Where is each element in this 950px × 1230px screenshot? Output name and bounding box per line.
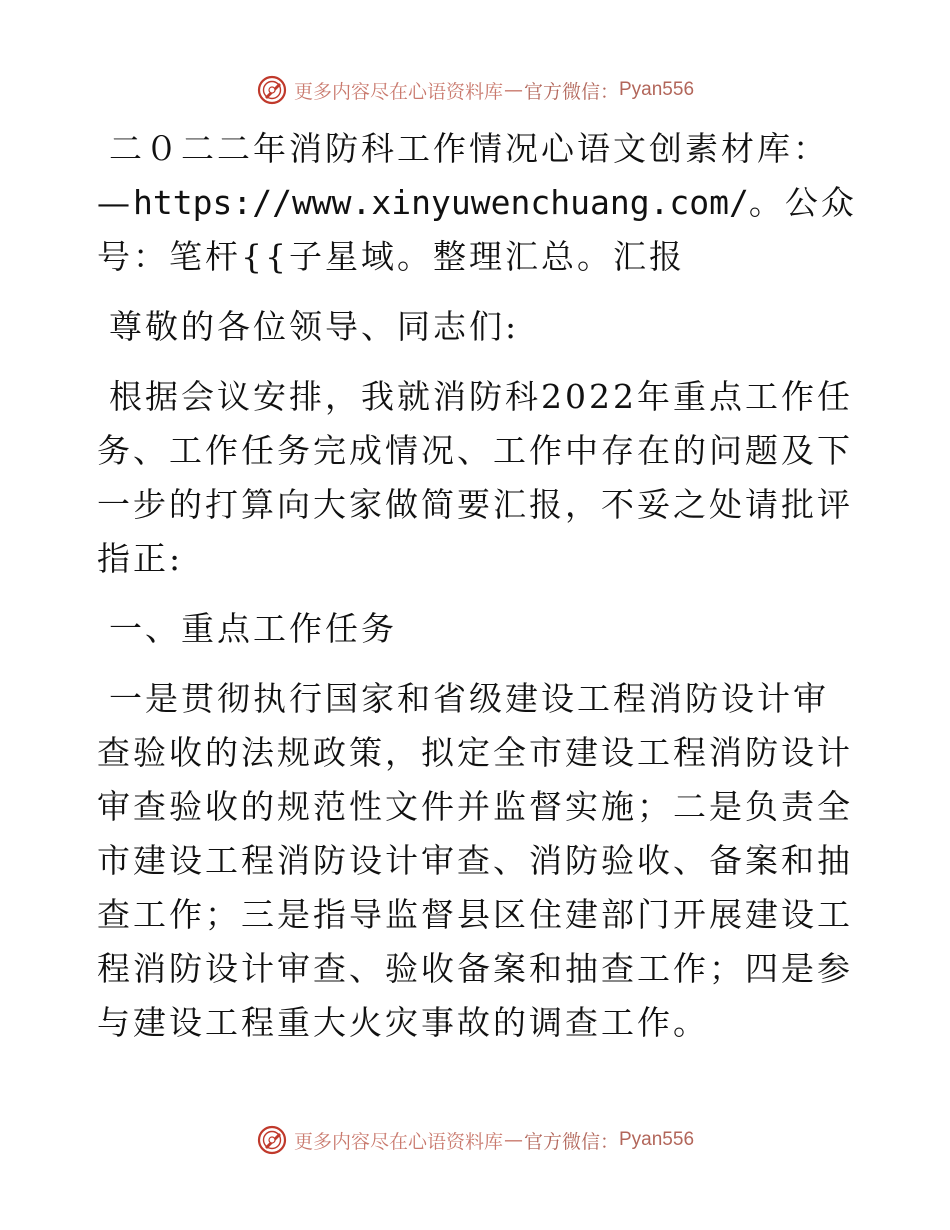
banner-sub-text: 官方微信： <box>523 1130 619 1153</box>
section-heading-1: 一、重点工作任务 <box>109 609 397 648</box>
banner-sub-text: 官方微信： <box>523 80 619 103</box>
salutation: 尊敬的各位领导、同志们: <box>109 307 520 346</box>
intro-paragraph: 根据会议安排，我就消防科2022年重点工作任务、工作任务完成情况、工作中存在的问题及下一步的打算向大家做简要汇报，不妥之处请批评指正: <box>97 377 853 578</box>
banner-wechat-id: Pyan556 <box>619 1129 695 1150</box>
header-watermark-banner <box>0 72 950 108</box>
banner-dash: — <box>503 1129 523 1151</box>
title-text-b: 。公众号：笔杆{{子星域。整理汇总。汇报 <box>97 183 857 276</box>
title-text-a: 二０二二年消防科工作情况心语文创素材库：— <box>97 129 829 222</box>
banner-wechat-id: Pyan556 <box>619 79 695 100</box>
banner-dash: — <box>503 79 523 101</box>
banner-main-text: 更多内容尽在心语资料库 <box>293 80 503 103</box>
document-body <box>97 122 857 1066</box>
document-title-paragraph <box>97 122 857 284</box>
brush-logo-icon <box>256 1124 288 1156</box>
source-url: https://www.xinyuwenchuang.com/ <box>133 183 749 222</box>
banner-main-text: 更多内容尽在心语资料库 <box>293 1130 503 1153</box>
key-tasks-paragraph: 一是贯彻执行国家和省级建设工程消防设计审查验收的法规政策，拟定全市建设工程消防设计审查验收的规范性文件并监督实施；二是负责全市建设工程消防设计审查、消防验收、备案和抽查工作；三是指导监督县区住建部门开展建设工程消防设计审查、验收备案和抽查工作；四是参与建设工程重大火灾事故的调查工作。 <box>97 679 853 1042</box>
brush-logo-icon <box>256 74 288 106</box>
footer-watermark-banner <box>0 1122 950 1158</box>
